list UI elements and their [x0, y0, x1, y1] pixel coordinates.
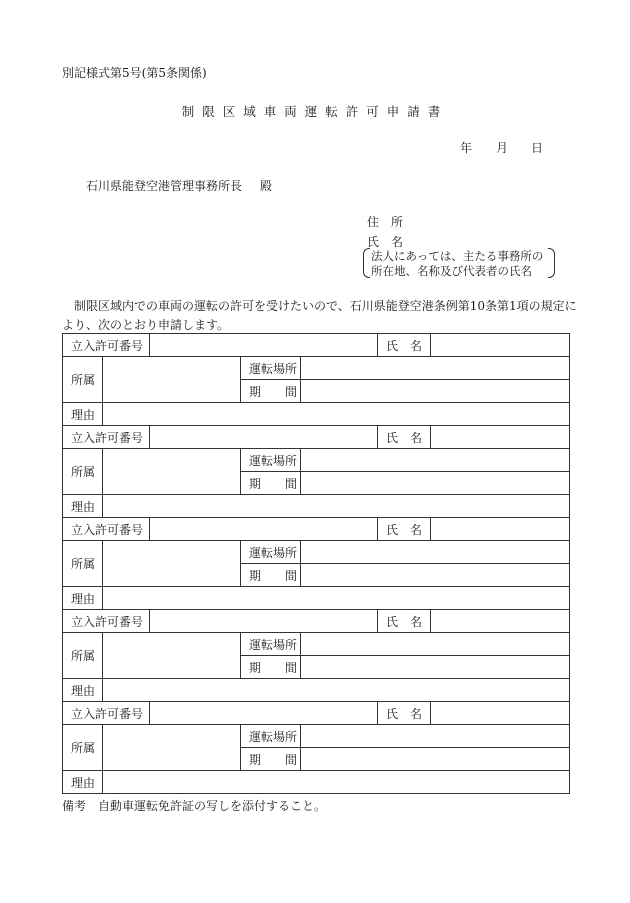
month-label: 月 — [496, 141, 509, 155]
entry-4-row-place — [63, 633, 570, 656]
driving-place-label: 運転場所 — [241, 357, 301, 380]
affiliation-field[interactable] — [103, 541, 241, 587]
entry-1-row-place — [63, 357, 570, 380]
addressee-name: 石川県能登空港管理事務所長 — [86, 179, 243, 193]
name-label: 氏 名 — [378, 610, 431, 633]
driving-place-label: 運転場所 — [241, 633, 301, 656]
corporate-note-line1: 法人にあっては、主たる事務所の — [371, 249, 544, 263]
period-label: 期 間 — [241, 380, 301, 403]
name-field[interactable] — [431, 518, 570, 541]
permit-number-field[interactable] — [150, 702, 378, 725]
form-label: 別記様式第5号(第5条関係) — [62, 66, 207, 80]
permit-number-field[interactable] — [150, 518, 378, 541]
permit-number-label: 立入許可番号 — [63, 702, 150, 725]
name-label: 氏 名 — [378, 518, 431, 541]
entry-3-row-permit — [63, 518, 570, 541]
name-field[interactable] — [431, 702, 570, 725]
period-field[interactable] — [301, 564, 570, 587]
applicant-address-label: 住 所 — [367, 215, 404, 229]
remarks-note: 備考 自動車運転免許証の写しを添付すること。 — [62, 799, 327, 813]
body-text-line1: 制限区域内での車両の運転の許可を受けたいので、石川県能登空港条例第10条第1項の規定に — [74, 299, 577, 313]
name-label: 氏 名 — [378, 426, 431, 449]
permit-number-label: 立入許可番号 — [63, 610, 150, 633]
permit-number-field[interactable] — [150, 334, 378, 357]
driving-place-label: 運転場所 — [241, 449, 301, 472]
period-label: 期 間 — [241, 748, 301, 771]
corporate-note-line2: 所在地、名称及び代表者の氏名 — [371, 264, 532, 278]
affiliation-label: 所属 — [63, 357, 103, 403]
reason-field[interactable] — [103, 771, 570, 794]
affiliation-field[interactable] — [103, 357, 241, 403]
period-label: 期 間 — [241, 472, 301, 495]
right-bracket — [548, 248, 555, 278]
reason-label: 理由 — [63, 771, 103, 794]
corporate-note — [363, 248, 555, 278]
entry-4-row-permit — [63, 610, 570, 633]
year-label: 年 — [460, 141, 473, 155]
entry-5-row-permit — [63, 702, 570, 725]
period-label: 期 間 — [241, 656, 301, 679]
name-field[interactable] — [431, 426, 570, 449]
entry-5-row-reason — [63, 771, 570, 794]
entry-3-row-reason — [63, 587, 570, 610]
reason-label: 理由 — [63, 679, 103, 702]
permit-number-field[interactable] — [150, 426, 378, 449]
driving-place-label: 運転場所 — [241, 541, 301, 564]
entry-2-row-permit — [63, 426, 570, 449]
period-label: 期 間 — [241, 564, 301, 587]
addressee — [86, 177, 273, 194]
name-label: 氏 名 — [378, 334, 431, 357]
driving-place-field[interactable] — [301, 449, 570, 472]
name-field[interactable] — [431, 610, 570, 633]
entry-5-row-place — [63, 725, 570, 748]
reason-field[interactable] — [103, 679, 570, 702]
applicant-name-label: 氏 名 — [367, 235, 404, 249]
period-field[interactable] — [301, 748, 570, 771]
permit-number-field[interactable] — [150, 610, 378, 633]
period-field[interactable] — [301, 656, 570, 679]
driving-place-label: 運転場所 — [241, 725, 301, 748]
reason-label: 理由 — [63, 495, 103, 518]
period-field[interactable] — [301, 472, 570, 495]
entry-2-row-reason — [63, 495, 570, 518]
affiliation-field[interactable] — [103, 449, 241, 495]
reason-label: 理由 — [63, 403, 103, 426]
entry-2-row-place — [63, 449, 570, 472]
period-field[interactable] — [301, 380, 570, 403]
affiliation-field[interactable] — [103, 725, 241, 771]
body-text-line2: より、次のとおり申請します。 — [62, 318, 230, 332]
document-title: 制限区域車両運転許可申請書 — [181, 104, 449, 119]
entry-3-row-place — [63, 541, 570, 564]
addressee-honorific: 殿 — [260, 179, 273, 193]
driving-place-field[interactable] — [301, 357, 570, 380]
reason-field[interactable] — [103, 403, 570, 426]
permit-number-label: 立入許可番号 — [63, 334, 150, 357]
entry-1-row-reason — [63, 403, 570, 426]
day-label: 日 — [531, 141, 544, 155]
permit-number-label: 立入許可番号 — [63, 518, 150, 541]
driving-place-field[interactable] — [301, 725, 570, 748]
entry-1-row-permit — [63, 334, 570, 357]
name-field[interactable] — [431, 334, 570, 357]
permit-number-label: 立入許可番号 — [63, 426, 150, 449]
application-table — [62, 333, 570, 794]
driving-place-field[interactable] — [301, 541, 570, 564]
affiliation-label: 所属 — [63, 541, 103, 587]
reason-field[interactable] — [103, 495, 570, 518]
affiliation-label: 所属 — [63, 633, 103, 679]
reason-label: 理由 — [63, 587, 103, 610]
affiliation-label: 所属 — [63, 725, 103, 771]
reason-field[interactable] — [103, 587, 570, 610]
affiliation-label: 所属 — [63, 449, 103, 495]
driving-place-field[interactable] — [301, 633, 570, 656]
left-bracket — [363, 248, 370, 278]
entry-4-row-reason — [63, 679, 570, 702]
affiliation-field[interactable] — [103, 633, 241, 679]
name-label: 氏 名 — [378, 702, 431, 725]
